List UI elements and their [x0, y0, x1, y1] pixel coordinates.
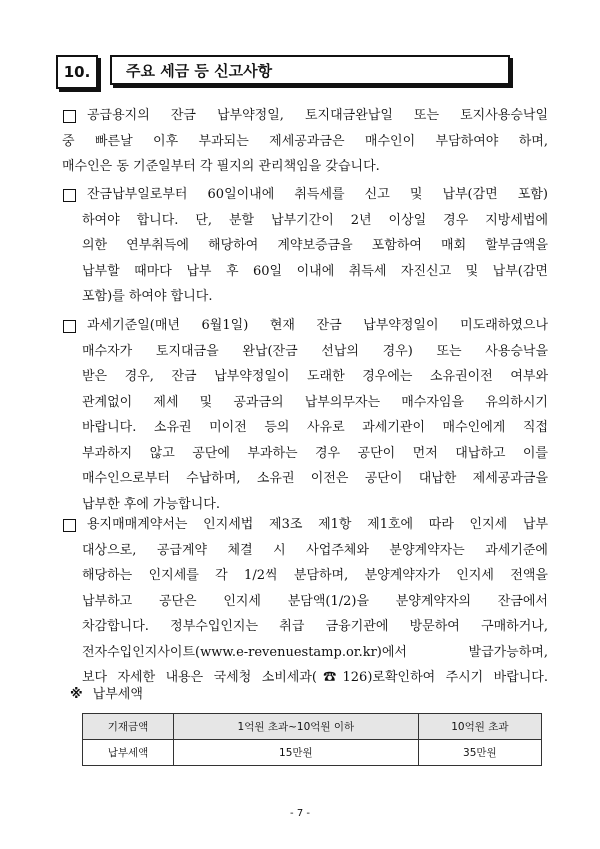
table-header: 기재금액: [83, 714, 174, 740]
table-header: 10억원 초과: [418, 714, 541, 740]
paragraph-line: 하여야 합니다. 단, 분할 납부기간이 2년 이상일 경우 지방세법에: [82, 212, 548, 228]
tax-note-label: 납부세액: [92, 687, 143, 702]
paragraph-line: 차감합니다. 정부수입인지는 취급 금융기관에 방문하여 구매하거나,: [82, 619, 548, 634]
checkbox-bullet-icon: [63, 519, 76, 532]
paragraph-line: 매수인으로부터 수납하며, 소유권 이전은 공단이 대납한 제세공과금을: [82, 471, 548, 486]
table-cell: 15만원: [174, 740, 419, 766]
paragraph-line: 부과하지 않고 공단에 부과하는 경우 공단이 먼저 대납하고 이를: [82, 445, 548, 461]
paragraph-line: 과세기준일(매년 6월1일) 현재 잔금 납부약정일이 미도래하였으나: [87, 318, 548, 333]
paragraph-1: [62, 103, 548, 180]
paragraph-line: 납부하고 공단은 인지세 분담액(1/2)을 분양계약자의 잔금에서: [82, 593, 548, 609]
paragraph-line: 매수인은 동 기준일부터 각 필지의 관리책임을 갖습니다.: [62, 159, 380, 174]
tax-table: [82, 713, 542, 766]
paragraph-line: 전자수입인지사이트(www.e-revenuestamp.or.kr)에서 발급가능하며,: [82, 644, 548, 660]
paragraph-line: 용지매매계약서는 인지세법 제3조 제1항 제1호에 따라 인지세 납부: [87, 517, 548, 532]
paragraph-line: 납부한 후에 가능합니다.: [82, 496, 220, 512]
table-header: 1억원 초과~10억원 이하: [174, 714, 419, 740]
checkbox-bullet-icon: [63, 110, 76, 123]
paragraph-line: 바랍니다. 소유권 미이전 등의 사유로 과세기관이 매수인에게 직접: [82, 420, 548, 435]
table-row: [83, 740, 542, 766]
table-cell: 35만원: [418, 740, 541, 766]
paragraph-line: 대상으로, 공급계약 체결 시 사업주체와 분양계약자는 과세기준에: [82, 542, 548, 558]
reference-mark-icon: ※: [70, 687, 83, 702]
paragraph-line: 의한 연부취득에 해당하여 계약보증금을 포함하여 매회 할부금액을: [82, 238, 548, 253]
paragraph-4: [62, 512, 548, 691]
section-number: 10.: [56, 55, 98, 89]
paragraph-line: 공급용지의 잔금 납부약정일, 토지대금완납일 또는 토지사용승낙일: [87, 108, 548, 123]
paragraph-line: 보다 자세한 내용은 국세청 소비세과(☎126)로확인하여 주시기 바랍니다.: [82, 670, 548, 685]
paragraph-2: [62, 182, 548, 310]
section-title: 주요 세금 등 신고사항: [110, 55, 510, 85]
paragraph-line: 받은 경우, 잔금 납부약정일이 도래한 경우에는 소유권이전 여부와: [82, 369, 548, 384]
table-cell: 납부세액: [83, 740, 174, 766]
paragraph-line: 포함)를 하여야 합니다.: [82, 289, 213, 304]
checkbox-bullet-icon: [63, 320, 76, 333]
table-header-row: [83, 714, 542, 740]
paragraph-line: 납부할 때마다 납부 후 60일 이내에 취득세 자진신고 및 납부(감면: [82, 263, 548, 279]
tax-note: [70, 683, 143, 702]
paragraph-3: [62, 313, 548, 517]
paragraph-line: 매수자가 토지대금을 완납(잔금 선납의 경우) 또는 사용승낙을: [82, 343, 548, 359]
paragraph-line: 관계없이 제세 및 공과금의 납부의무자는 매수자임을 유의하시기: [82, 394, 548, 410]
paragraph-line: 중 빠른날 이후 부과되는 제세공과금은 매수인이 부담하여야 하며,: [62, 133, 548, 149]
paragraph-line: 잔금납부일로부터 60일이내에 취득세를 신고 및 납부(감면 포함): [87, 187, 548, 202]
section-header: [56, 55, 510, 89]
paragraph-line: 해당하는 인지세를 각 1/2씩 분담하며, 분양계약자가 인지세 전액을: [82, 568, 548, 583]
page-number: - 7 -: [290, 808, 310, 819]
checkbox-bullet-icon: [63, 189, 76, 202]
